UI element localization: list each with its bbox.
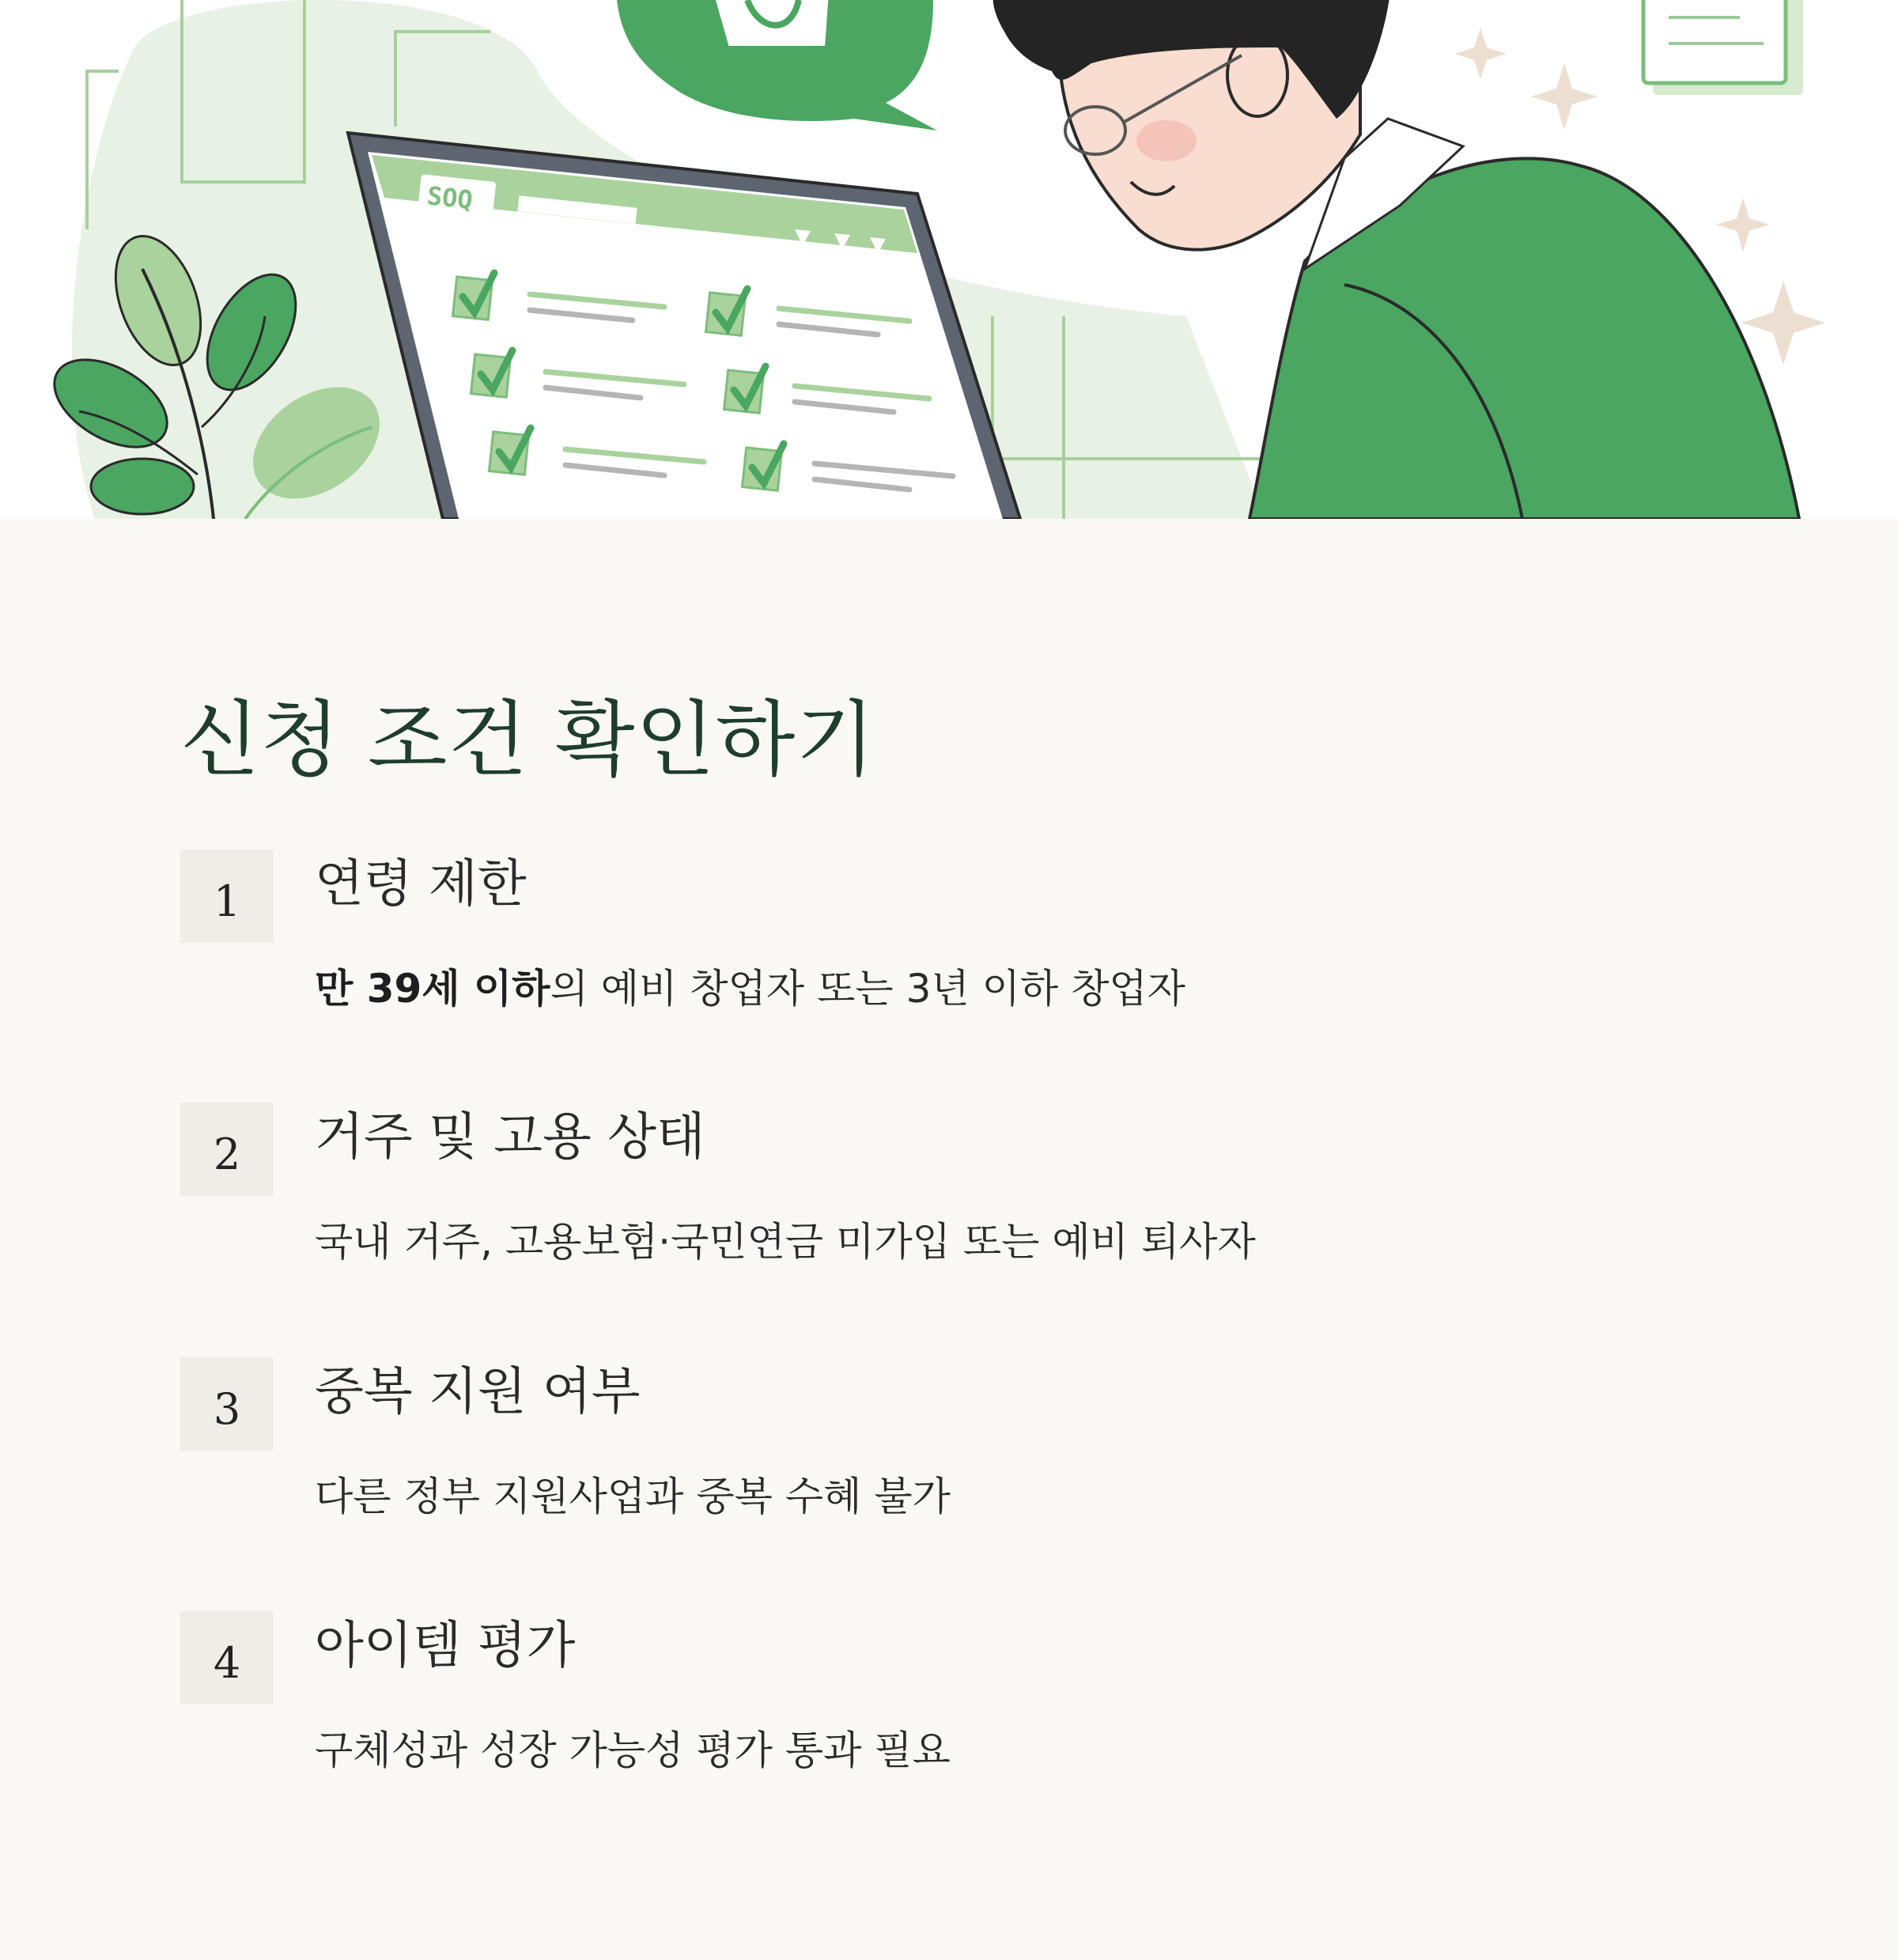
condition-description — [315, 1727, 951, 1774]
condition-description — [315, 1218, 1256, 1266]
number-badge: 2 — [180, 1103, 274, 1196]
condition-title: 아이템 평가 — [315, 1617, 576, 1675]
condition-item — [180, 1103, 1683, 1285]
speech-bubble — [617, 0, 937, 131]
number-badge: 3 — [180, 1357, 274, 1451]
condition-text: 의 예비 창업자 또는 3년 이하 창업자 — [550, 966, 1185, 1012]
condition-title: 거주 및 고용 상태 — [315, 1108, 705, 1167]
condition-title: 연령 제한 — [315, 855, 527, 914]
hero-svg — [0, 0, 1898, 519]
section-heading: 신청 조건 확인하기 — [180, 691, 876, 788]
number-badge: 1 — [180, 849, 274, 943]
conditions-section — [0, 519, 1898, 1960]
hero-illustration — [0, 0, 1898, 519]
document-icon — [1643, 0, 1803, 95]
condition-title: 중복 지원 여부 — [315, 1363, 641, 1421]
condition-item — [180, 1611, 1683, 1793]
screen-logo: SOQ — [425, 180, 475, 216]
condition-highlight: 만 39세 이하 — [315, 966, 550, 1012]
condition-item — [180, 849, 1683, 1031]
condition-text: 다른 정부 지원사업과 중복 수혜 불가 — [315, 1474, 951, 1519]
condition-text: 구체성과 성장 가능성 평가 통과 필요 — [315, 1727, 951, 1773]
laptop-icon — [348, 133, 1020, 519]
condition-description — [315, 965, 1185, 1012]
condition-description — [315, 1473, 951, 1520]
condition-text: 국내 거주, 고용보험·국민연금 미가입 또는 예비 퇴사자 — [315, 1219, 1256, 1265]
number-badge: 4 — [180, 1611, 274, 1705]
condition-item — [180, 1357, 1683, 1539]
